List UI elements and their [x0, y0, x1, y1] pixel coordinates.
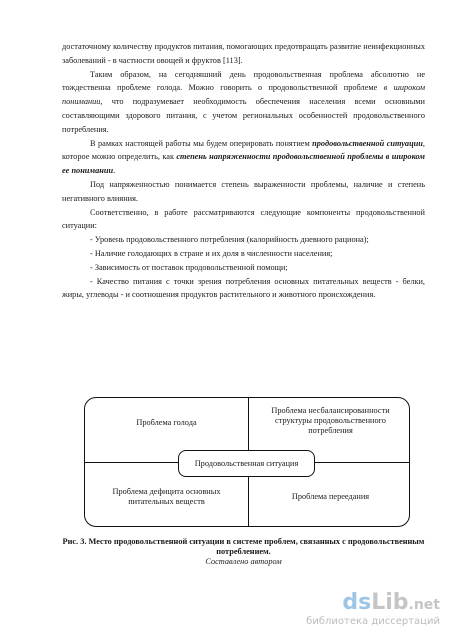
figure-author-note: Составлено автором: [205, 557, 282, 566]
dslib-watermark: [306, 592, 440, 628]
paragraph-3: В рамках настоящей работы мы будем оперировать понятием продовольственной ситуации, которое можно определить, как степень напряженности продовольственной проблемы в широком ее понимании.: [62, 138, 425, 176]
term-food-situation: продовольственной ситуации: [312, 138, 423, 148]
term-definition: степень напряженности продовольственной проблемы в широком ее понимании: [62, 152, 425, 176]
list-item: - Зависимость от поставок продовольственной помощи;: [90, 262, 288, 272]
figure-caption: Рис. 3. Место продовольственной ситуации в системе проблем, связанных с продовольственным потреблением.: [62, 537, 425, 556]
document-body: [62, 40, 425, 302]
problem-diagram: [84, 397, 410, 527]
list-item: - Уровень продовольственного потребления (калорийность дневного рациона);: [90, 235, 369, 245]
diagram-cell-hunger: Проблема голода: [136, 418, 197, 427]
diagram-cell-overeating: Проблема переедания: [291, 492, 370, 501]
diagram-cell-imbalance: Проблема несбалансированности структуры продовольственного потребления: [271, 406, 390, 435]
list-item: - Качество питания с точки зрения потребления основных питательных веществ - белки, жиры, углеводы - и соотношения продуктов растительного и животного происхождения.: [62, 276, 426, 300]
paragraph-2: Таким образом, на сегодняшний день продовольственная проблема абсолютно не тождественна проблеме голода. Можно говорить о продовольственной проблеме в широком понимании, что подразумевает необходимость обеспечения населения всеми основными составляющими здорового питания, с учетом региональных особенностей продовольственного потребления.: [62, 69, 425, 134]
list-item: - Наличие голодающих в стране и их доля в численности населения;: [90, 248, 333, 258]
italic-term: в широком понимании: [62, 83, 425, 107]
paragraph-5: Соответственно, в работе рассматриваются следующие компоненты продовольственной ситуации:: [62, 207, 425, 231]
diagram-cell-nutrient-deficit: Проблема дефицита основных питательных веществ: [112, 487, 221, 506]
paragraph-1: достаточному количеству продуктов питания, помогающих предотвращать развитие неинфекционных заболеваний - в частности овощей и фруктов [113].: [62, 42, 425, 65]
dslib-logo: dsLib.net: [342, 590, 440, 615]
paragraph-4: Под напряженностью понимается степень выраженности проблемы, наличие и степень негативного влияния.: [62, 179, 425, 203]
diagram-center-box: Продовольственная ситуация: [178, 450, 315, 477]
dslib-subtitle: библиотека диссертаций: [306, 616, 440, 627]
